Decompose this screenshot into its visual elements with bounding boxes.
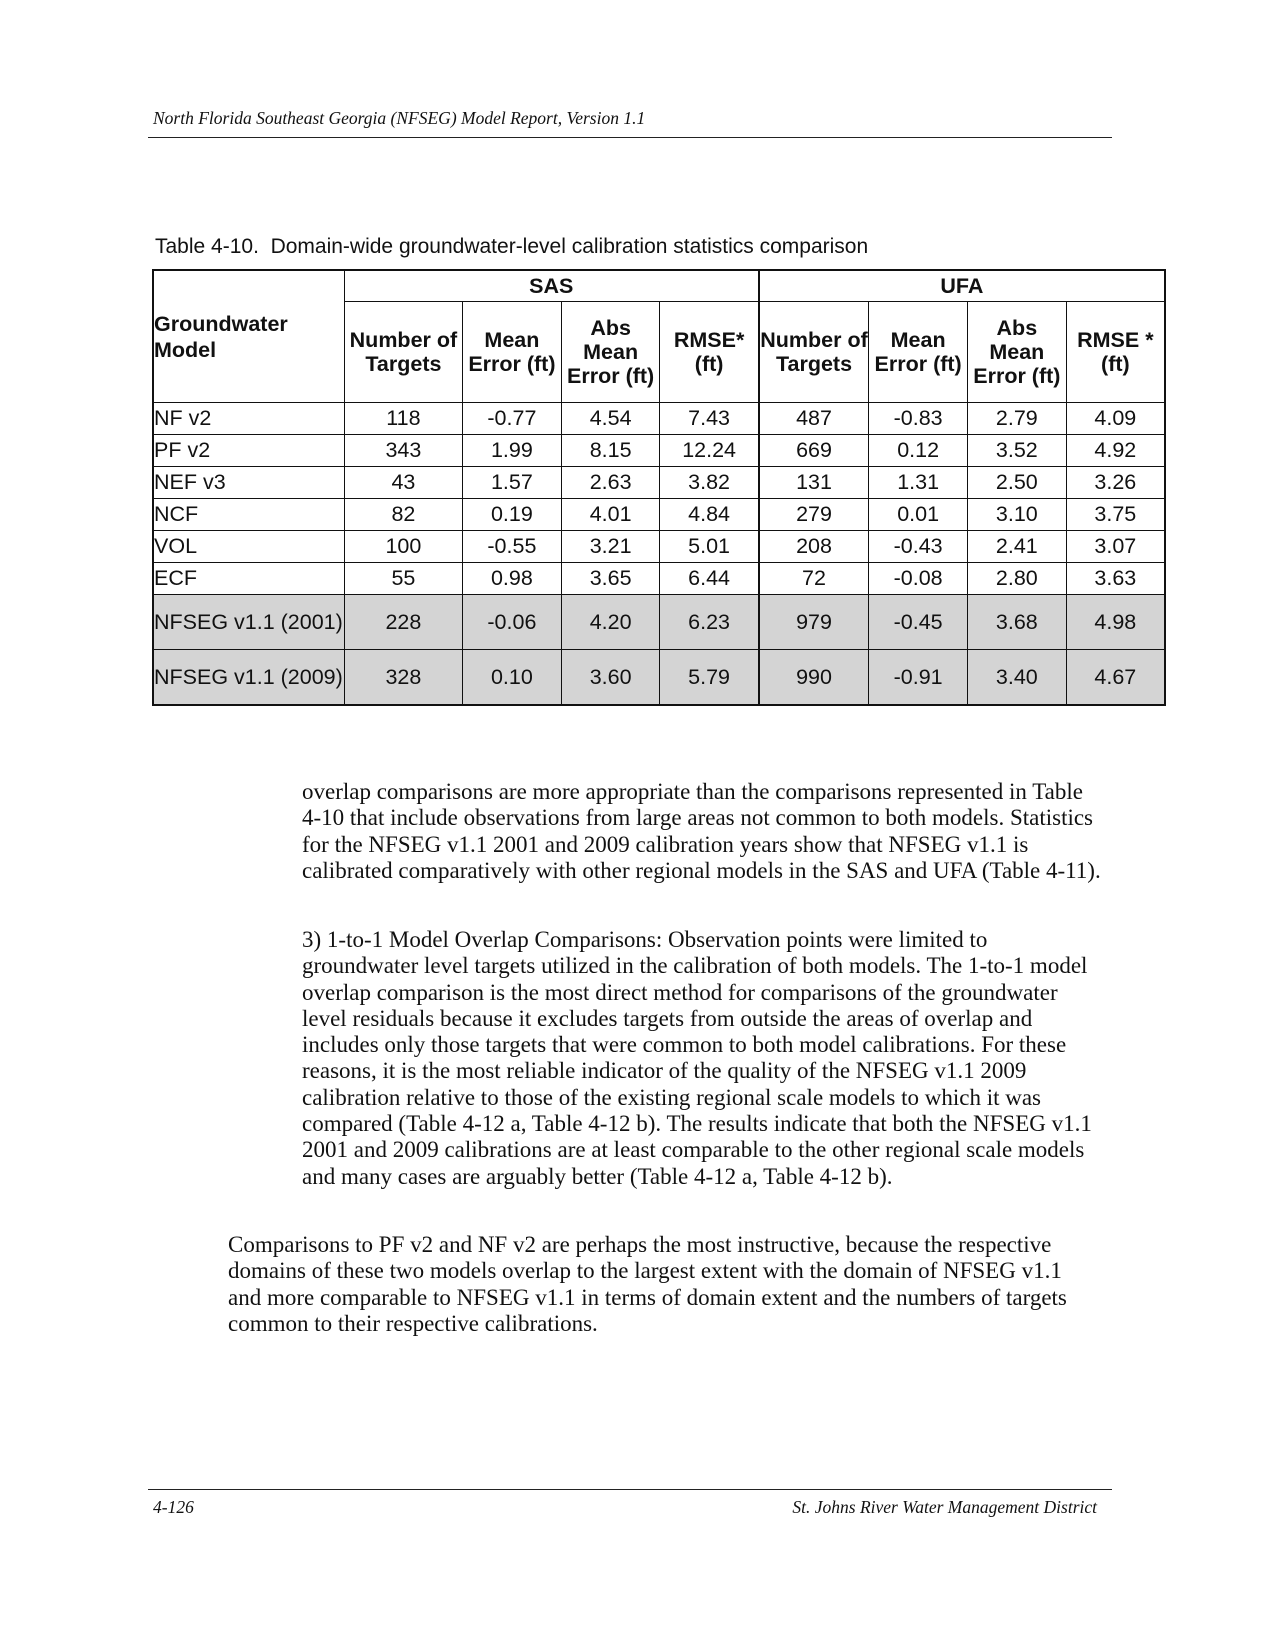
sas-rmse-header: RMSE* (ft) [660, 302, 759, 403]
table-cell: 3.21 [561, 531, 660, 563]
model-name-cell: PF v2 [153, 435, 344, 467]
table-row [153, 435, 1165, 467]
body-paragraph: 3) 1-to-1 Model Overlap Comparisons: Observation points were limited to groundwater level targets utilized in the calibration of both models. The 1-to-1 model overlap comparison is the most direct method for comparisons of the groundwater level residuals because it excludes targets from outside the areas of overlap and includes only those targets that were common to both model calibrations. For these reasons, it is the most reliable indicator of the quality of the NFSEG v1.1 2009 calibration relative to those of the existing regional scale models to which it was compared (Table 4-12 a, Table 4-12 b). The results indicate that both the NFSEG v1.1 2001 and 2009 calibrations are at least comparable to the other regional scale models and many cases are arguably better (Table 4-12 a, Table 4-12 b). [302, 927, 1092, 1189]
model-name-cell: NF v2 [153, 403, 344, 435]
table-row [153, 499, 1165, 531]
table-cell: 4.67 [1066, 650, 1165, 706]
table-cell: 3.10 [967, 499, 1066, 531]
running-header: North Florida Southeast Georgia (NFSEG) Model Report, Version 1.1 [153, 108, 646, 128]
model-name-cell: ECF [153, 563, 344, 595]
model-column-header: Groundwater Model [153, 270, 344, 403]
table-cell: 979 [759, 595, 869, 650]
table-cell: 328 [344, 650, 462, 706]
sas-abs-mean-error-header: Abs Mean Error (ft) [561, 302, 660, 403]
table-cell: -0.83 [869, 403, 968, 435]
table-cell: 2.50 [967, 467, 1066, 499]
table-cell: -0.43 [869, 531, 968, 563]
table-cell: 3.82 [660, 467, 759, 499]
table-cell: -0.45 [869, 595, 968, 650]
model-name-cell: NCF [153, 499, 344, 531]
table-cell: -0.91 [869, 650, 968, 706]
body-paragraph: overlap comparisons are more appropriate than the comparisons represented in Table 4-10 that include observations from large areas not common to both models. Statistics for the NFSEG v1.1 2001 and 2009 calibration years show that NFSEG v1.1 is calibrated comparatively with other regional models in the SAS and UFA (Table 4-11). [302, 779, 1101, 883]
table-cell: 72 [759, 563, 869, 595]
table-cell: 3.63 [1066, 563, 1165, 595]
table-cell: 1.57 [463, 467, 562, 499]
table-cell: 487 [759, 403, 869, 435]
table-cell: 0.12 [869, 435, 968, 467]
ufa-rmse-header: RMSE * (ft) [1066, 302, 1165, 403]
model-name-cell: NFSEG v1.1 (2009) [153, 650, 344, 706]
table-cell: 228 [344, 595, 462, 650]
ufa-number-of-targets-header: Number of Targets [759, 302, 869, 403]
table-cell: 3.65 [561, 563, 660, 595]
table-cell: -0.77 [463, 403, 562, 435]
table-cell: 1.99 [463, 435, 562, 467]
table-cell: 131 [759, 467, 869, 499]
table-cell: 4.09 [1066, 403, 1165, 435]
table-cell: 4.20 [561, 595, 660, 650]
table-cell: 2.63 [561, 467, 660, 499]
table-cell: 4.54 [561, 403, 660, 435]
table-cell: 5.79 [660, 650, 759, 706]
table-cell: 0.19 [463, 499, 562, 531]
ufa-abs-mean-error-header: Abs Mean Error (ft) [967, 302, 1066, 403]
model-name-cell: NFSEG v1.1 (2001) [153, 595, 344, 650]
table-cell: 990 [759, 650, 869, 706]
table-cell: 0.98 [463, 563, 562, 595]
table-row [153, 531, 1165, 563]
table-cell: -0.08 [869, 563, 968, 595]
ufa-mean-error-header: Mean Error (ft) [869, 302, 968, 403]
table-cell: 118 [344, 403, 462, 435]
sas-group-header: SAS [344, 270, 758, 302]
table-row [153, 467, 1165, 499]
model-name-cell: VOL [153, 531, 344, 563]
table-cell: 4.98 [1066, 595, 1165, 650]
table-cell: 4.92 [1066, 435, 1165, 467]
page-number: 4-126 [153, 1497, 194, 1517]
table-row [153, 403, 1165, 435]
table-caption: Table 4-10. Domain-wide groundwater-level calibration statistics comparison [155, 235, 869, 258]
table-cell: 2.80 [967, 563, 1066, 595]
sas-number-of-targets-header: Number of Targets [344, 302, 462, 403]
table-row-highlighted [153, 595, 1165, 650]
table-cell: 1.31 [869, 467, 968, 499]
table-cell: 0.01 [869, 499, 968, 531]
table-cell: 3.68 [967, 595, 1066, 650]
table-cell: 7.43 [660, 403, 759, 435]
table-cell: 3.52 [967, 435, 1066, 467]
footer-organization: St. Johns River Water Management District [792, 1497, 1097, 1517]
table-cell: 2.41 [967, 531, 1066, 563]
table-cell: 6.44 [660, 563, 759, 595]
table-row [153, 563, 1165, 595]
table-cell: 279 [759, 499, 869, 531]
table-cell: 100 [344, 531, 462, 563]
table-cell: -0.06 [463, 595, 562, 650]
body-paragraph: Comparisons to PF v2 and NF v2 are perhaps the most instructive, because the respective domains of these two models overlap to the largest extent with the domain of NFSEG v1.1 and more comparable to NFSEG v1.1 in terms of domain extent and the numbers of targets common to their respective calibrations. [228, 1232, 1067, 1336]
table-cell: 669 [759, 435, 869, 467]
footer-rule [148, 1489, 1112, 1490]
table-cell: 3.75 [1066, 499, 1165, 531]
model-name-cell: NEF v3 [153, 467, 344, 499]
ufa-group-header: UFA [759, 270, 1165, 302]
table-cell: -0.55 [463, 531, 562, 563]
table-cell: 4.84 [660, 499, 759, 531]
table-cell: 343 [344, 435, 462, 467]
table-cell: 5.01 [660, 531, 759, 563]
table-cell: 4.01 [561, 499, 660, 531]
table-row-highlighted [153, 650, 1165, 706]
table-cell: 82 [344, 499, 462, 531]
table-cell: 2.79 [967, 403, 1066, 435]
table-cell: 6.23 [660, 595, 759, 650]
sas-mean-error-header: Mean Error (ft) [463, 302, 562, 403]
calibration-statistics-table [152, 269, 1166, 706]
table-cell: 12.24 [660, 435, 759, 467]
table-cell: 208 [759, 531, 869, 563]
table-cell: 55 [344, 563, 462, 595]
table-cell: 0.10 [463, 650, 562, 706]
header-rule [148, 137, 1112, 138]
table-cell: 8.15 [561, 435, 660, 467]
table-cell: 3.07 [1066, 531, 1165, 563]
table-cell: 3.26 [1066, 467, 1165, 499]
table-cell: 43 [344, 467, 462, 499]
table-cell: 3.60 [561, 650, 660, 706]
table-cell: 3.40 [967, 650, 1066, 706]
